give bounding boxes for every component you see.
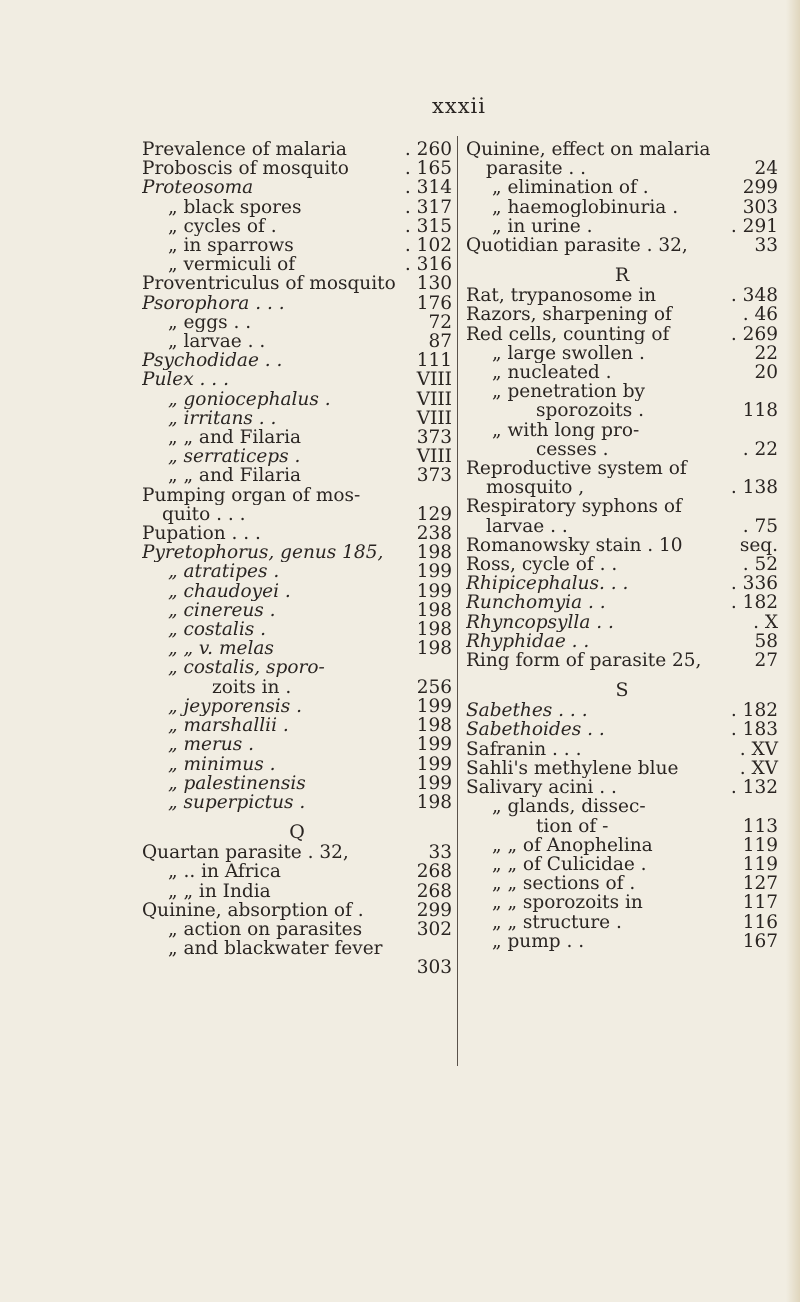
- entry-page-ref: . 102: [404, 235, 452, 257]
- index-entry: [466, 325, 778, 344]
- entry-page-ref: . XV: [739, 757, 778, 779]
- entry-term: Safranin . . .: [466, 739, 582, 759]
- entry-page-ref: 118: [742, 400, 778, 422]
- index-entry: [466, 440, 778, 459]
- entry-term: „ „ of Anophelina: [492, 835, 653, 855]
- entry-term: Quinine, effect on malaria: [466, 140, 711, 160]
- entry-page-ref: . 269: [730, 323, 778, 345]
- entry-page-ref: 58: [754, 630, 778, 652]
- index-entry: [142, 351, 452, 370]
- entry-page-ref: . 315: [404, 215, 452, 237]
- entry-page-ref: . X: [753, 611, 778, 633]
- index-entry: [466, 574, 778, 593]
- entry-page-ref: 22: [754, 342, 778, 364]
- entry-page-ref: . 260: [404, 139, 452, 160]
- index-entry: [466, 305, 778, 324]
- index-entry: [142, 716, 452, 735]
- index-entry: [142, 390, 452, 409]
- index-entry: [466, 159, 778, 178]
- index-entry: [142, 697, 452, 716]
- index-entry: [466, 421, 778, 440]
- entry-page-ref: . 182: [730, 592, 778, 614]
- index-entry: [142, 843, 452, 862]
- section-letter: R: [614, 264, 630, 287]
- entry-term: Reproductive system of: [466, 459, 687, 479]
- entry-term: „ action on parasites: [168, 919, 363, 940]
- entry-term: „ serraticeps .: [168, 447, 301, 467]
- entry-page-ref: 33: [754, 235, 778, 257]
- entry-term: „ haemoglobinuria .: [492, 197, 679, 217]
- entry-term: Respiratory syphons of: [466, 497, 682, 517]
- entry-term: „ costalis .: [168, 620, 267, 640]
- index-entry: [466, 817, 778, 836]
- index-entry: [466, 363, 778, 382]
- entry-page-ref: 198: [416, 599, 452, 621]
- entry-page-ref: 167: [742, 930, 778, 952]
- index-entry: [466, 913, 778, 932]
- entry-page-ref: 303: [416, 957, 452, 979]
- entry-term: Rat, trypanosome in: [466, 286, 657, 306]
- entry-term: Ring form of parasite 25,: [466, 651, 702, 671]
- index-entry: [466, 536, 778, 555]
- index-entry: [466, 593, 778, 612]
- entry-term: Sabethoides . .: [466, 720, 605, 740]
- entry-term: „ large swollen .: [492, 343, 645, 364]
- index-entry: [466, 632, 778, 651]
- index-entry: [466, 401, 778, 420]
- entry-term: „ jeyporensis .: [168, 696, 302, 717]
- entry-page-ref: 256: [416, 676, 452, 698]
- entry-term: Quartan parasite . 32,: [142, 843, 349, 863]
- index-entry: [466, 344, 778, 363]
- index-entry: [466, 836, 778, 855]
- entry-term: zoits in .: [212, 677, 292, 697]
- entry-page-ref: . 132: [730, 777, 778, 799]
- entry-term: „ merus .: [168, 735, 254, 755]
- entry-term: „ .. in Africa: [168, 862, 281, 882]
- entry-page-ref: 24: [754, 158, 778, 180]
- index-entry: [466, 797, 778, 816]
- index-entry: [466, 932, 778, 951]
- entry-page-ref: VIII: [416, 407, 452, 429]
- index-entry: [142, 140, 452, 159]
- entry-page-ref: 199: [416, 580, 452, 602]
- index-entry: [142, 862, 452, 881]
- entry-page-ref: VIII: [416, 388, 452, 410]
- entry-term: Razors, sharpening of: [466, 305, 672, 325]
- entry-page-ref: 113: [742, 815, 778, 837]
- entry-term: Proteosoma: [142, 178, 254, 198]
- index-entry: [466, 478, 778, 497]
- entry-page-ref: 72: [428, 311, 452, 333]
- entry-term: „ palestinensis: [168, 773, 306, 793]
- index-column-right: [466, 140, 778, 951]
- index-entry: [142, 901, 452, 920]
- index-entry: [466, 459, 778, 478]
- index-entry: [142, 774, 452, 793]
- entry-term: Proventriculus of mosquito: [142, 274, 396, 294]
- index-entry: [142, 639, 452, 658]
- entry-page-ref: . 336: [730, 573, 778, 595]
- entry-term: Runchomyia . .: [466, 593, 606, 613]
- entry-term: „ penetration by: [492, 382, 646, 402]
- entry-term: „ black spores: [168, 197, 302, 217]
- entry-term: Psorophora . . .: [142, 293, 285, 313]
- entry-term: Rhipicephalus. . .: [466, 574, 629, 594]
- entry-page-ref: . 75: [742, 515, 778, 537]
- entry-term: „ cinereus .: [168, 600, 276, 621]
- entry-term: „ superpictus .: [168, 792, 306, 813]
- entry-page-ref: . 314: [404, 177, 452, 199]
- entry-page-ref: . 52: [742, 554, 778, 576]
- index-entry: [142, 294, 452, 313]
- index-entry: [466, 651, 778, 670]
- entry-page-ref: 176: [416, 292, 452, 314]
- entry-page-ref: 116: [742, 911, 778, 933]
- index-entry: [466, 198, 778, 217]
- column-divider: [457, 136, 458, 1066]
- entry-page-ref: . XV: [739, 738, 778, 760]
- entry-page-ref: seq.: [739, 534, 778, 556]
- entry-page-ref: 129: [416, 503, 452, 525]
- entry-term: „ vermiculi of: [168, 255, 296, 275]
- entry-page-ref: 268: [416, 861, 452, 883]
- entry-term: „ marshallii .: [168, 716, 289, 736]
- entry-term: cesses .: [536, 439, 609, 460]
- entry-page-ref: 199: [416, 734, 452, 756]
- index-entry: [142, 428, 452, 447]
- entry-term: Rhyncopsylla . .: [466, 612, 614, 632]
- page-edge-shadow: [786, 0, 800, 1302]
- entry-term: „ costalis, sporo-: [168, 658, 325, 678]
- entry-term: Proboscis of mosquito: [142, 159, 349, 179]
- index-entry: [142, 524, 452, 543]
- entry-page-ref: 119: [742, 834, 778, 856]
- index-entry: [466, 497, 778, 516]
- entry-page-ref: . 182: [730, 700, 778, 722]
- index-entry: [142, 236, 452, 255]
- entry-term: „ irritans . .: [168, 408, 277, 429]
- index-entry: [466, 382, 778, 401]
- entry-term: Quinine, absorption of .: [142, 900, 364, 920]
- entry-page-ref: VIII: [416, 446, 452, 468]
- entry-term: quito . . .: [162, 504, 246, 525]
- entry-term: „ „ structure .: [492, 912, 622, 932]
- index-entry: [142, 562, 452, 581]
- index-entry: [142, 409, 452, 428]
- entry-term: „ „ and Filaria: [168, 428, 302, 448]
- entry-page-ref: 33: [428, 842, 452, 864]
- index-entry: [142, 217, 452, 236]
- index-entry: [142, 582, 452, 601]
- index-entry: [142, 678, 452, 697]
- index-entry: [142, 793, 452, 812]
- index-entry: [466, 855, 778, 874]
- entry-term: Rhyphidae . .: [466, 631, 590, 652]
- entry-term: „ „ of Culicidae .: [492, 854, 647, 875]
- entry-page-ref: 198: [416, 715, 452, 737]
- entry-page-ref: 27: [754, 650, 778, 672]
- index-entry: [142, 735, 452, 754]
- entry-term: Psychodidae . .: [142, 351, 283, 371]
- entry-page-ref: 303: [742, 196, 778, 218]
- entry-term: Pyretophorus, genus 185,: [142, 543, 384, 563]
- entry-page-ref: 373: [416, 427, 452, 449]
- entry-term: „ glands, dissec-: [492, 797, 646, 817]
- index-entry: [466, 720, 778, 739]
- entry-term: „ and blackwater fever: [168, 939, 383, 959]
- entry-page-ref: 119: [742, 853, 778, 875]
- index-entry: [142, 370, 452, 389]
- entry-page-ref: 198: [416, 619, 452, 641]
- index-entry: [142, 601, 452, 620]
- index-entry: [466, 874, 778, 893]
- index-entry: [466, 140, 778, 159]
- entry-page-ref: . 22: [742, 438, 778, 460]
- entry-term: „ pump . .: [492, 931, 585, 951]
- entry-page-ref: 127: [742, 873, 778, 895]
- index-entry: [466, 759, 778, 778]
- entry-term: „ minimus .: [168, 754, 276, 774]
- index-entry: [142, 882, 452, 901]
- entry-page-ref: . 46: [742, 304, 778, 326]
- entry-term: Pulex . . .: [142, 370, 229, 390]
- section-letter: Q: [289, 821, 305, 844]
- index-entry: [142, 332, 452, 351]
- entry-page-ref: 130: [416, 273, 452, 295]
- entry-term: Quotidian parasite . 32,: [466, 236, 688, 256]
- entry-term: „ goniocephalus .: [168, 389, 331, 409]
- entry-page-ref: 199: [416, 695, 452, 717]
- index-entry: [466, 217, 778, 236]
- entry-page-ref: . 165: [404, 158, 452, 180]
- index-entry: [466, 517, 778, 536]
- entry-page-ref: 87: [428, 331, 452, 353]
- index-entry: [142, 505, 452, 524]
- index-entry: [142, 178, 452, 197]
- entry-term: Romanowsky stain . 10: [466, 535, 683, 556]
- entry-page-ref: . 291: [730, 215, 778, 237]
- entry-term: Prevalence of malaria: [142, 140, 347, 160]
- index-entry: [142, 958, 452, 977]
- index-entry: [466, 740, 778, 759]
- entry-term: parasite . .: [486, 159, 587, 179]
- entry-page-ref: 198: [416, 542, 452, 564]
- entry-page-ref: 238: [416, 523, 452, 545]
- entry-term: Salivary acini . .: [466, 778, 617, 798]
- index-entry: [466, 893, 778, 912]
- entry-page-ref: 198: [416, 791, 452, 813]
- index-entry: [142, 466, 452, 485]
- entry-page-ref: . 317: [404, 196, 452, 218]
- index-column-left: [142, 140, 452, 978]
- index-entry: [142, 198, 452, 217]
- entry-page-ref: 198: [416, 638, 452, 660]
- index-entry: [142, 939, 452, 958]
- index-entry: [142, 486, 452, 505]
- entry-term: „ „ sections of .: [492, 874, 636, 894]
- entry-term: „ with long pro-: [492, 420, 640, 440]
- section-letter: S: [615, 679, 629, 702]
- entry-page-ref: 117: [742, 892, 778, 914]
- index-entry: [142, 920, 452, 939]
- entry-page-ref: . 183: [730, 719, 778, 741]
- entry-term: Pumping organ of mos-: [142, 485, 361, 505]
- index-entry: [466, 555, 778, 574]
- entry-page-ref: . 348: [730, 285, 778, 307]
- index-entry: [466, 286, 778, 305]
- entry-term: Ross, cycle of . .: [466, 555, 618, 575]
- index-entry: [466, 701, 778, 720]
- index-entry: [142, 658, 452, 677]
- index-entry: [142, 543, 452, 562]
- page-number: xxxii: [432, 94, 486, 118]
- index-entry: [142, 620, 452, 639]
- entry-page-ref: 373: [416, 465, 452, 487]
- entry-term: „ larvae . .: [168, 332, 266, 352]
- entry-term: „ in urine .: [492, 216, 593, 237]
- entry-term: „ „ sporozoits in: [492, 893, 643, 913]
- entry-term: „ in sparrows: [168, 236, 294, 256]
- index-entry: [466, 613, 778, 632]
- entry-term: Sabethes . . .: [466, 701, 588, 721]
- entry-page-ref: . 316: [404, 254, 452, 276]
- index-entry: [142, 755, 452, 774]
- index-entry: [466, 236, 778, 255]
- entry-term: Red cells, counting of: [466, 324, 670, 344]
- entry-term: „ elimination of .: [492, 178, 649, 198]
- index-entry: [142, 255, 452, 274]
- entry-page-ref: 199: [416, 561, 452, 583]
- index-entry: [142, 447, 452, 466]
- entry-term: „ „ v. melas: [168, 639, 274, 659]
- entry-page-ref: 199: [416, 753, 452, 775]
- entry-page-ref: . 138: [730, 477, 778, 499]
- index-entry: [142, 274, 452, 293]
- entry-page-ref: 302: [416, 918, 452, 940]
- entry-term: „ „ in India: [168, 881, 271, 901]
- entry-term: „ eggs . .: [168, 312, 252, 333]
- entry-term: tion of -: [536, 816, 609, 836]
- entry-page-ref: 299: [416, 899, 452, 921]
- index-entry: [142, 159, 452, 178]
- entry-term: „ cycles of .: [168, 216, 277, 237]
- entry-page-ref: 111: [416, 350, 452, 372]
- entry-term: „ nucleated .: [492, 363, 612, 383]
- entry-term: larvae . .: [486, 516, 568, 536]
- index-entry: [466, 178, 778, 197]
- index-entry: [466, 778, 778, 797]
- entry-term: „ „ and Filaria: [168, 466, 302, 486]
- entry-page-ref: 268: [416, 880, 452, 902]
- entry-term: Sahli's methylene blue: [466, 758, 679, 779]
- entry-page-ref: VIII: [416, 369, 452, 391]
- entry-page-ref: 20: [754, 362, 778, 384]
- entry-page-ref: 299: [742, 177, 778, 199]
- entry-page-ref: 199: [416, 772, 452, 794]
- entry-term: „ chaudoyei .: [168, 581, 291, 601]
- index-entry: [142, 313, 452, 332]
- entry-term: Pupation . . .: [142, 524, 261, 544]
- entry-term: sporozoits .: [536, 401, 644, 421]
- entry-term: mosquito ,: [486, 478, 585, 498]
- entry-term: „ atratipes .: [168, 562, 280, 582]
